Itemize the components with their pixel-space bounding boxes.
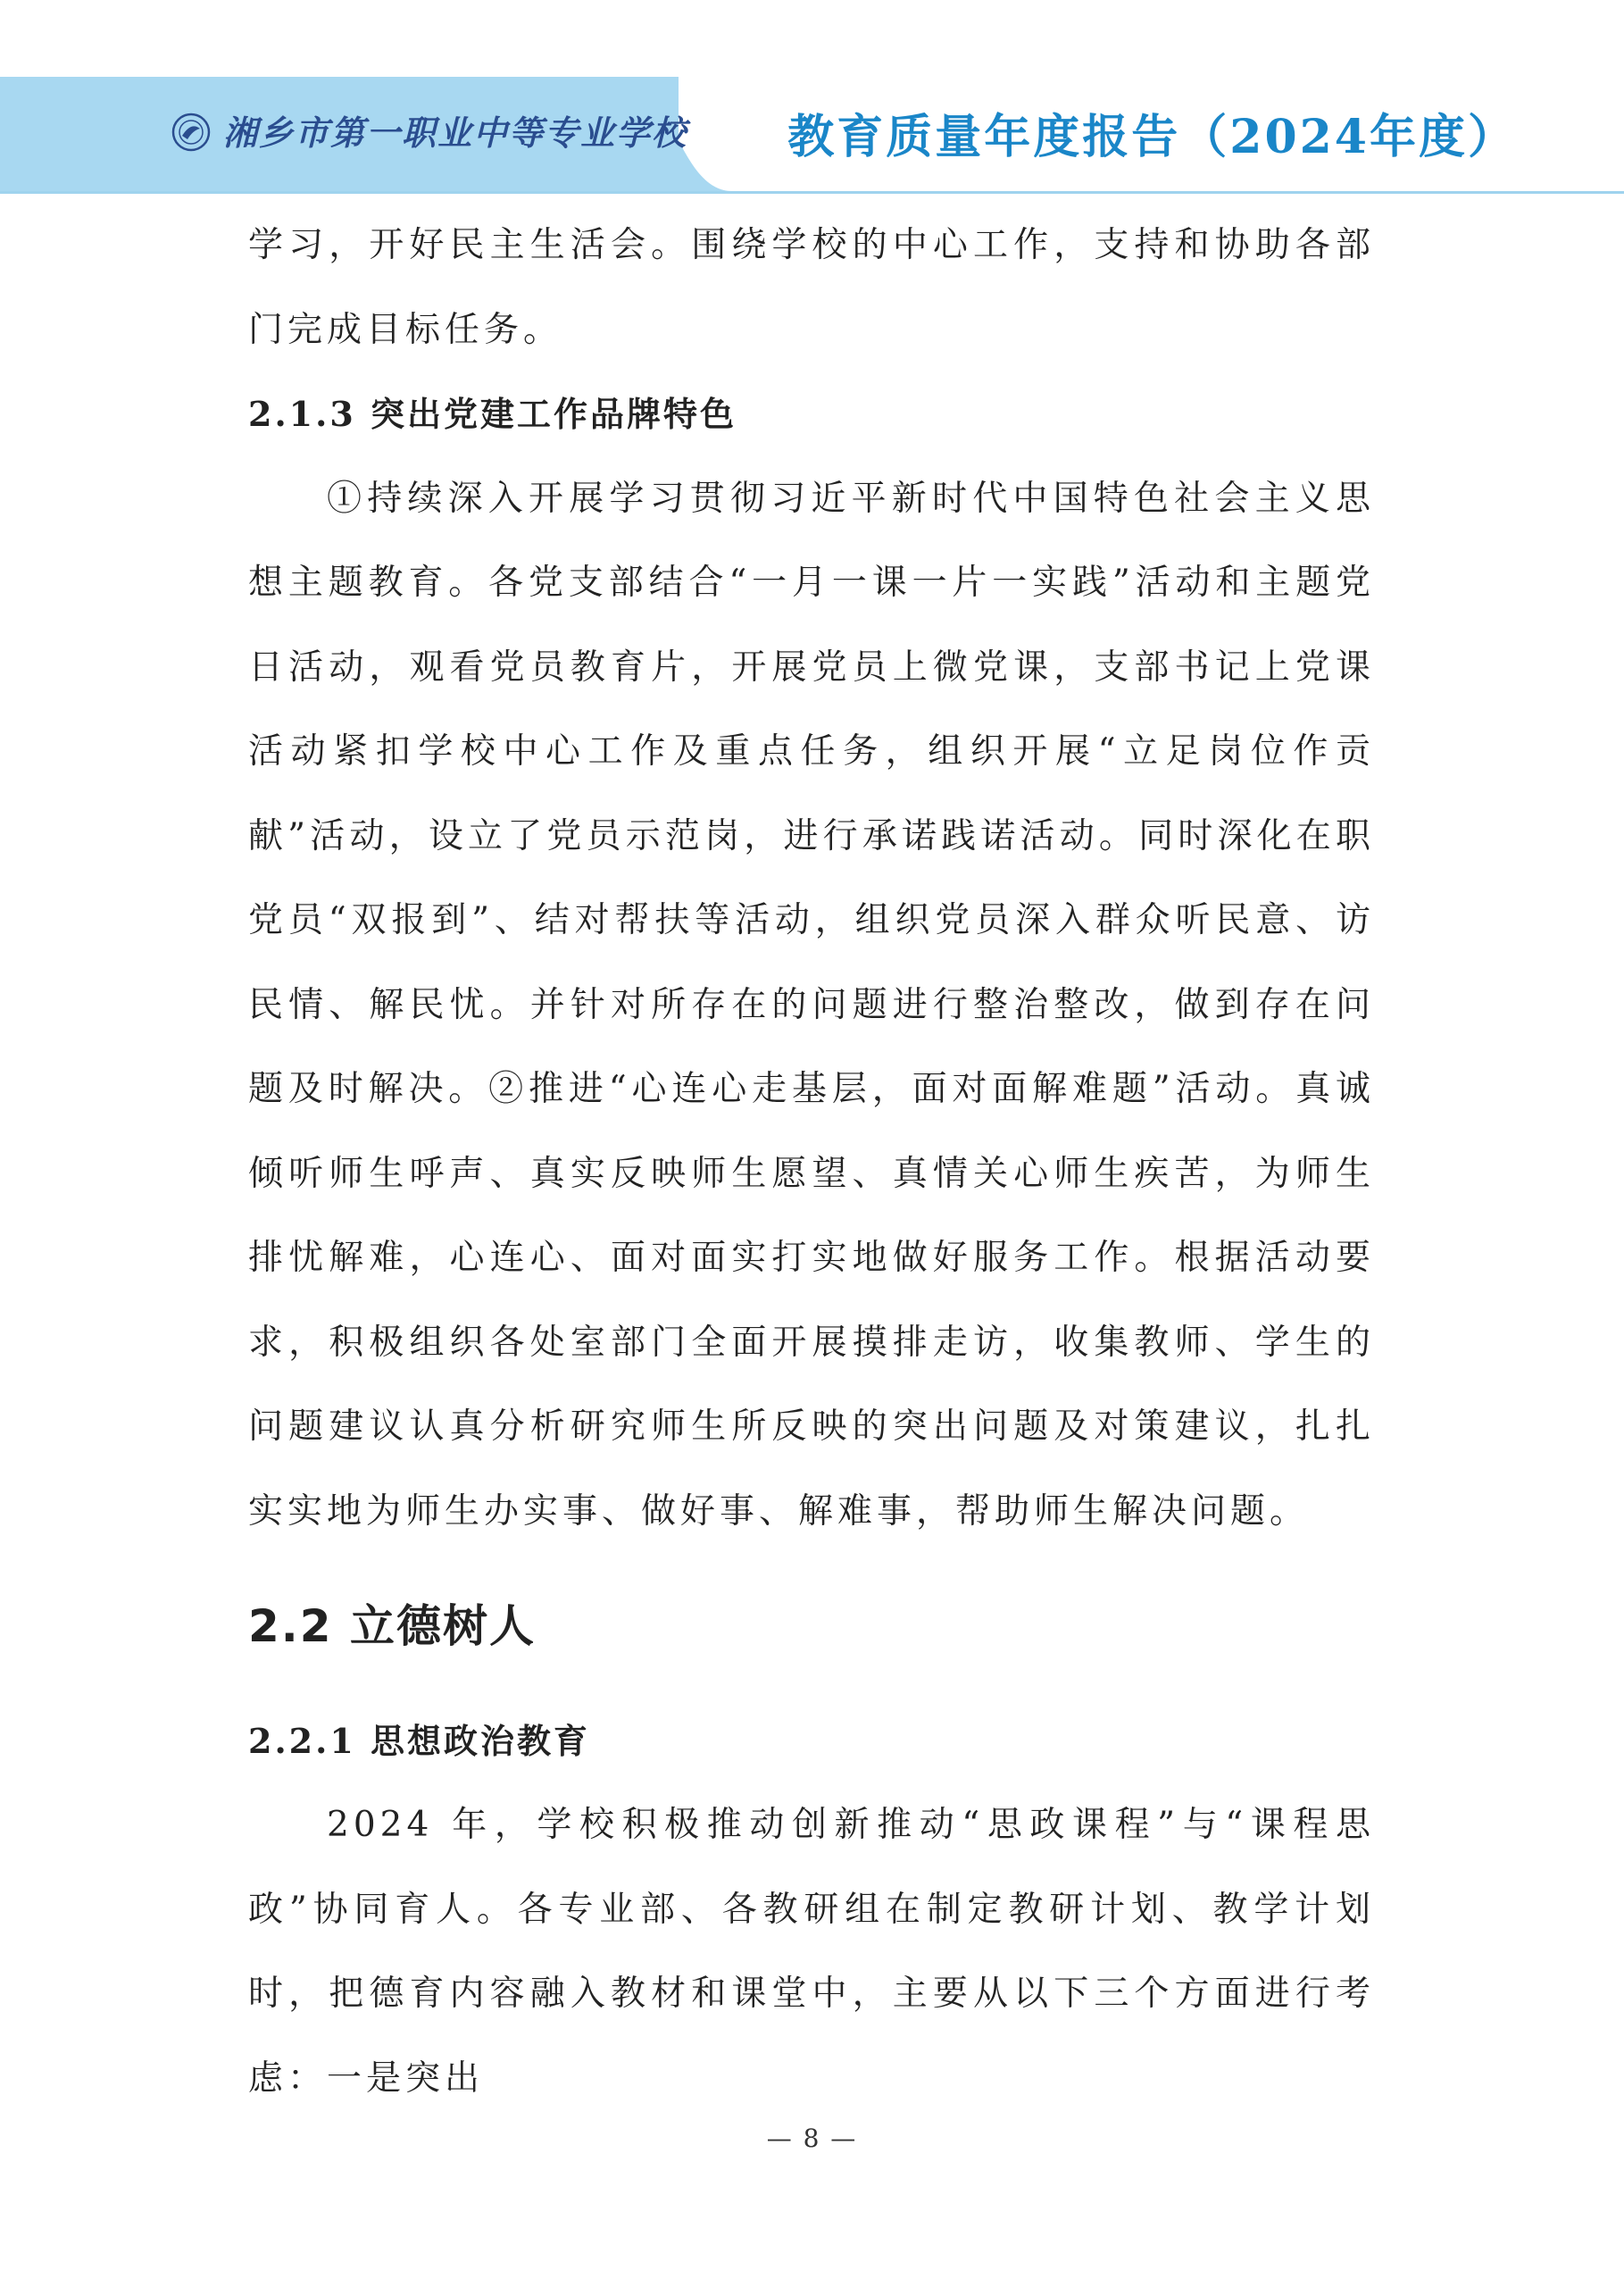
page-content (248, 204, 1375, 2121)
heading-2-2-1: 2.2.1 思想政治教育 (248, 1720, 591, 1761)
report-title: 教育质量年度报告（2024年度） (787, 110, 1517, 164)
heading-2-1-3: 2.1.3 突出党建工作品牌特色 (248, 394, 737, 434)
paragraph-2-2-1: 2024 年，学校积极推动创新推动“思政课程”与“课程思政”协同育人。各专业部、各教研组在制定教研计划、教学计划时，把德育内容融入教材和课堂中，主要从以下三个方面进行考虑：一是突出 (248, 1805, 1375, 2099)
school-name: 湘乡市第一职业中等专业学校 (223, 113, 688, 153)
heading-2-2: 2.2 立德树人 (248, 1600, 536, 1652)
page-number: — 8 — (766, 2124, 858, 2153)
school-logo-icon (171, 113, 211, 152)
paragraph-continued: 学习，开好民主生活会。围绕学校的中心工作，支持和协助各部门完成目标任务。 (248, 225, 1375, 350)
paragraph-2-1-3: ①持续深入开展学习贯彻习近平新时代中国特色社会主义思想主题教育。各党支部结合“一月一课一片一实践”活动和主题党日活动，观看党员教育片，开展党员上微党课，支部书记上党课活动紧扣学校中心工作及重点任务，组织开展“立足岗位作贡献”活动，设立了党员示范岗，进行承诺践诺活动。同时深化在职党员“双报到”、结对帮扶等活动，组织党员深入群众听民意、访民情、解民忧。并针对所存在的问题进行整治整改，做到存在问题及时解决。②推进“心连心走基层，面对面解难题”活动。真诚倾听师生呼声、真实反映师生愿望、真情关心师生疾苦，为师生排忧解难，心连心、面对面实打实地做好服务工作。根据活动要求，积极组织各处室部门全面开展摸排走访，收集教师、学生的问题建议认真分析研究师生所反映的突出问题及对策建议，扎扎实实地为师生办实事、做好事、解难事，帮助师生解决问题。 (248, 478, 1375, 1532)
